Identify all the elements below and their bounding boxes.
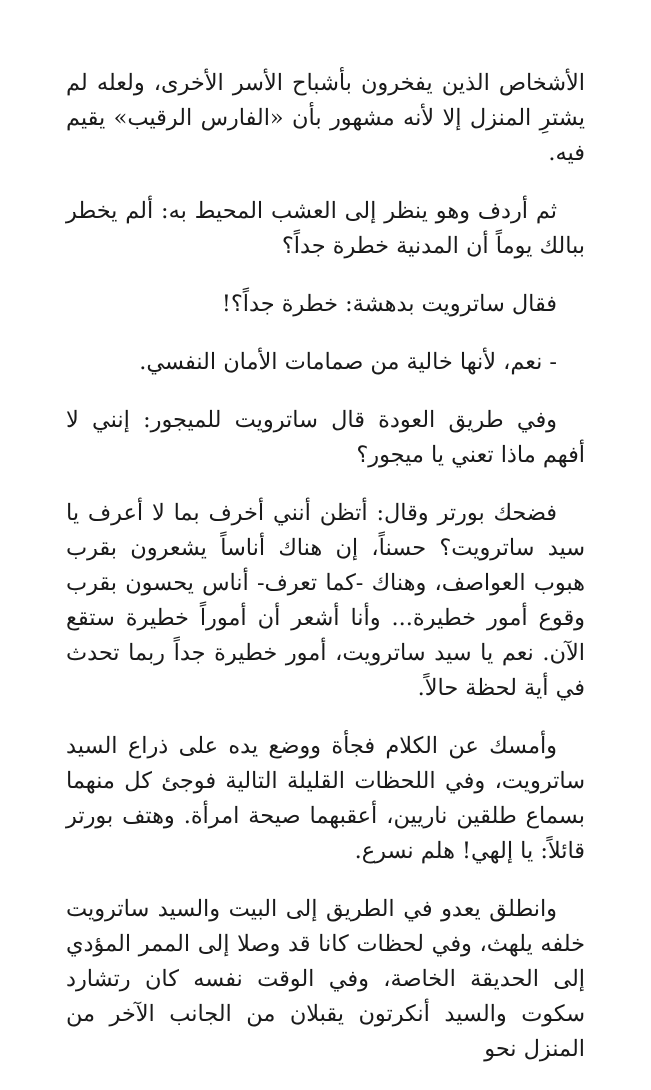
paragraph-5: وفي طريق العودة قال ساترويت للميجور: إنني لا أفهم ماذا تعني يا ميجور؟ (66, 407, 585, 468)
page-body (66, 66, 585, 1090)
paragraph-4: - نعم، لأنها خالية من صمامات الأمان النفسي. (139, 349, 557, 375)
paragraph-6: فضحك بورتر وقال: أتظن أنني أخرف بما لا أعرف يا سيد ساترويت؟ حسناً، إن هناك أناساً يشعرون بقرب هبوب العواصف، وهناك -كما تعرف- أناس يحسون بقرب وقوع أمور خطيرة... وأنا أشعر أن أموراً خطيرة ستقع الآن. نعم يا سيد ساترويت، أمور خطيرة جداً ربما تحدث في أية لحظة حالاً. (66, 500, 585, 701)
paragraph-8: وانطلق يعدو في الطريق إلى البيت والسيد ساترويت خلفه يلهث، وفي لحظات كانا قد وصلا إلى الممر المؤدي إلى الحديقة الخاصة، وفي الوقت نفسه كان رتشارد سكوت والسيد أنكرتون يقبلان من الجانب الآخر من المنزل نحو (66, 896, 585, 1062)
paragraph-7: وأمسك عن الكلام فجأة ووضع يده على ذراع السيد ساترويت، وفي اللحظات القليلة التالية فوجئ كل منهما بسماع طلقين ناريين، أعقبهما صيحة امرأة. وهتف بورتر قائلاً: يا إلهي! هلم نسرع. (66, 733, 585, 864)
paragraph-2: ثم أردف وهو ينظر إلى العشب المحيط به: ألم يخطر ببالك يوماً أن المدنية خطرة جداً؟ (66, 198, 585, 259)
paragraph-3: فقال ساترويت بدهشة: خطرة جداً؟! (221, 291, 557, 317)
paragraph-1: الأشخاص الذين يفخرون بأشباح الأسر الأخرى، ولعله لم يشترِ المنزل إلا لأنه مشهور بأن «الفارس الرقيب» يقيم فيه. (66, 70, 585, 166)
